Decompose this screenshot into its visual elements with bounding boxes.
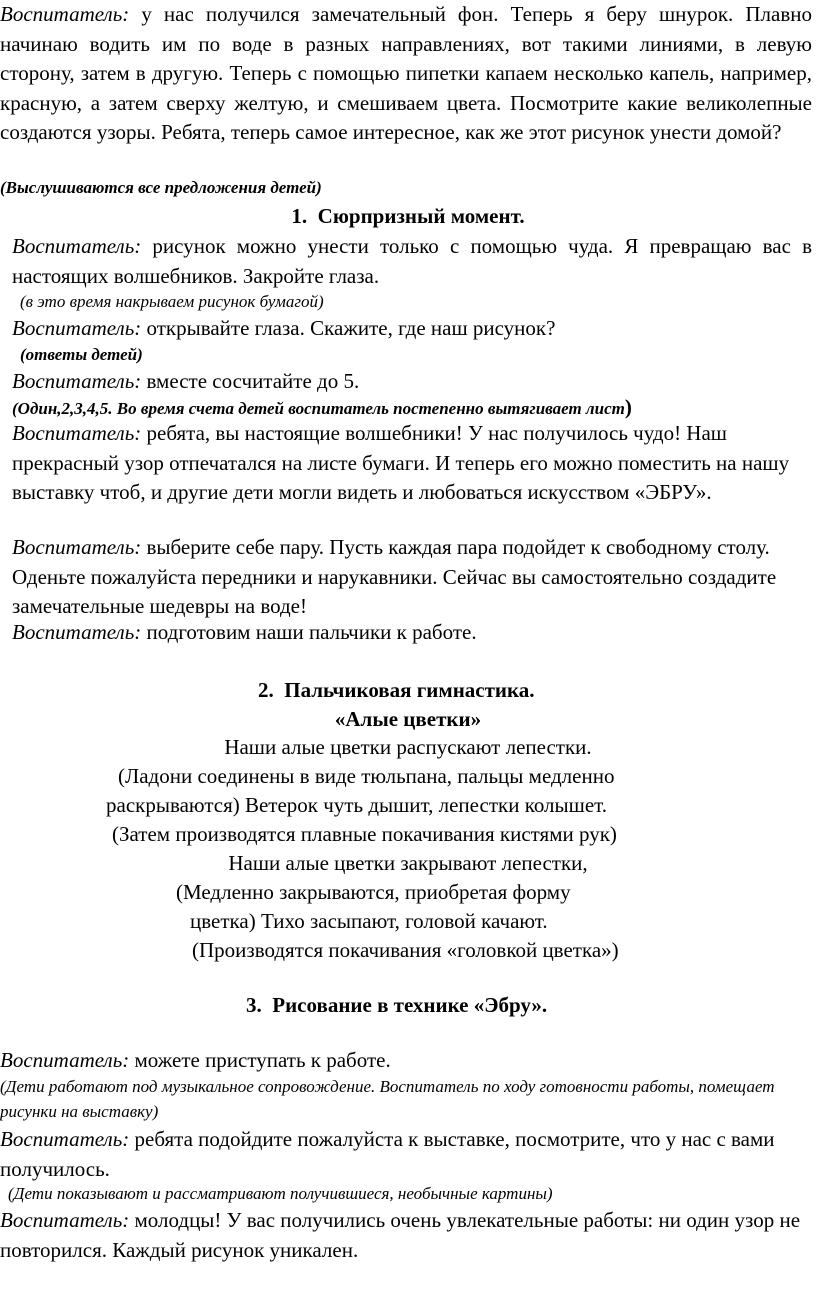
role-label: Воспитатель: (0, 1127, 130, 1151)
section3-paragraph-2 (0, 1125, 800, 1184)
section1-heading (0, 202, 816, 231)
section3-p3-text: молодцы! У вас получились очень увлекательные работы: ни один узор не повторился. Каждый рисунок уникален. (0, 1208, 801, 1262)
role-label: Воспитатель: (12, 369, 142, 393)
section1-p6-text: подготовим наши пальчики к работе. (146, 620, 477, 644)
intro-note-text: (Выслушиваются все предложения детей) (0, 178, 322, 197)
poem-line (106, 791, 607, 821)
section3-note-2 (8, 1181, 553, 1207)
section2-title: Пальчиковая гимнастика. (284, 678, 535, 702)
section1-p5-text: выберите себе пару. Пусть каждая пара подойдет к свободному столу. Оденьте пожалуйста передники и нарукавники. Сейчас вы самостоятельно создадите замечательные шедевры на воде! (12, 535, 777, 618)
section3-heading (246, 991, 547, 1020)
poem-line (118, 762, 614, 792)
role-label: Воспитатель: (12, 421, 142, 445)
section3-p1-text: можете приступать к работе. (134, 1048, 391, 1072)
poem-line-text: (Медленно закрываются, приобретая форму (176, 880, 571, 904)
section1-note1-text: (в это время накрываем рисунок бумагой) (20, 292, 324, 311)
poem-line (0, 849, 816, 879)
section1-paragraph-1 (12, 232, 812, 291)
poem-line (192, 936, 619, 966)
poem-line-text: Наши алые цветки закрывают лепестки, (228, 851, 588, 875)
section3-paragraph-3 (0, 1206, 810, 1265)
section1-number: 1. (291, 204, 308, 228)
section2-number: 2. (258, 678, 274, 702)
section2-subtitle (0, 705, 816, 734)
role-label: Воспитатель: (12, 234, 142, 258)
poem-line-text: Наши алые цветки распускают лепестки. (224, 735, 592, 759)
intro-note (0, 175, 322, 201)
poem-line (190, 907, 548, 937)
poem-line-text: (Производятся покачивания «головкой цветка») (192, 938, 619, 962)
section1-paragraph-4 (12, 419, 812, 508)
intro-paragraph (0, 0, 812, 148)
section1-paragraph-2 (12, 314, 555, 344)
section1-note-2 (20, 342, 143, 368)
role-label: Воспитатель: (0, 1048, 130, 1072)
intro-text: у нас получился замечательный фон. Теперь я беру шнурок. Плавно начинаю водить им по воде в разных направлениях, вот такими линиями, в левую сторону, затем в другую. Теперь с помощью пипетки капаем несколько капель, например, красную, а затем сверху желтую, и смешиваем цвета. Посмотрите какие великолепные создаются узоры. Ребята, теперь самое интересное, как же этот рисунок унести домой? (0, 2, 813, 144)
section1-note-3 (12, 394, 632, 422)
section1-p2-text: открывайте глаза. Скажите, где наш рисунок? (146, 316, 556, 340)
section3-note1-text: (Дети работают под музыкальное сопровождение. Воспитатель по ходу готовности работы, помещает рисунки на выставку) (0, 1077, 775, 1121)
section1-paragraph-6 (12, 618, 477, 648)
poem-line-text: (Затем производятся плавные покачивания кистями рук) (112, 822, 617, 846)
poem-line (176, 878, 571, 908)
section1-paragraph-3 (12, 367, 359, 397)
role-label: Воспитатель: (12, 535, 142, 559)
section1-p3-text: вместе сосчитайте до 5. (146, 369, 360, 393)
section1-p1-text: рисунок можно унести только с помощью чуда. Я превращаю вас в настоящих волшебников. Закройте глаза. (12, 234, 812, 288)
section3-title: Рисование в технике «Эбру». (272, 993, 548, 1017)
role-label: Воспитатель: (0, 1208, 130, 1232)
section1-title: Сюрпризный момент. (317, 204, 525, 228)
poem-line (0, 733, 816, 763)
section3-p2-text: ребята подойдите пожалуйста к выставке, посмотрите, что у нас с вами получилось. (0, 1127, 775, 1181)
role-label: Воспитатель: (0, 2, 130, 26)
section1-p4-text: ребята, вы настоящие волшебники! У нас получилось чудо! Наш прекрасный узор отпечатался на листе бумаги. И теперь его можно поместить на нашу выставку чтоб, и другие дети могли видеть и любоваться искусством «ЭБРУ». (12, 421, 790, 504)
section1-paragraph-5 (12, 533, 792, 622)
section3-note2-text: (Дети показывают и рассматривают получившиеся, необычные картины) (8, 1184, 553, 1203)
section3-paragraph-1 (0, 1046, 391, 1076)
section1-note3-end: ) (624, 395, 632, 419)
poem-line-text: цветка) Тихо засыпают, головой качают. (190, 909, 548, 933)
poem-line-text: (Ладони соединены в виде тюльпана, пальцы медленно (118, 764, 615, 788)
role-label: Воспитатель: (12, 316, 142, 340)
role-label: Воспитатель: (12, 620, 142, 644)
section3-note-1 (0, 1074, 800, 1124)
section1-note2-text: (ответы детей) (20, 345, 143, 364)
section2-subtitle-text: «Алые цветки» (334, 707, 482, 731)
section3-number: 3. (246, 993, 262, 1017)
section1-note3-text: (Один,2,3,4,5. Во время счета детей воспитатель постепенно вытягивает лист (12, 399, 625, 418)
section1-note-1 (20, 289, 324, 315)
section2-heading (258, 676, 535, 705)
poem-line (112, 820, 617, 850)
poem-line-text: раскрываются) Ветерок чуть дышит, лепестки колышет. (106, 793, 607, 817)
